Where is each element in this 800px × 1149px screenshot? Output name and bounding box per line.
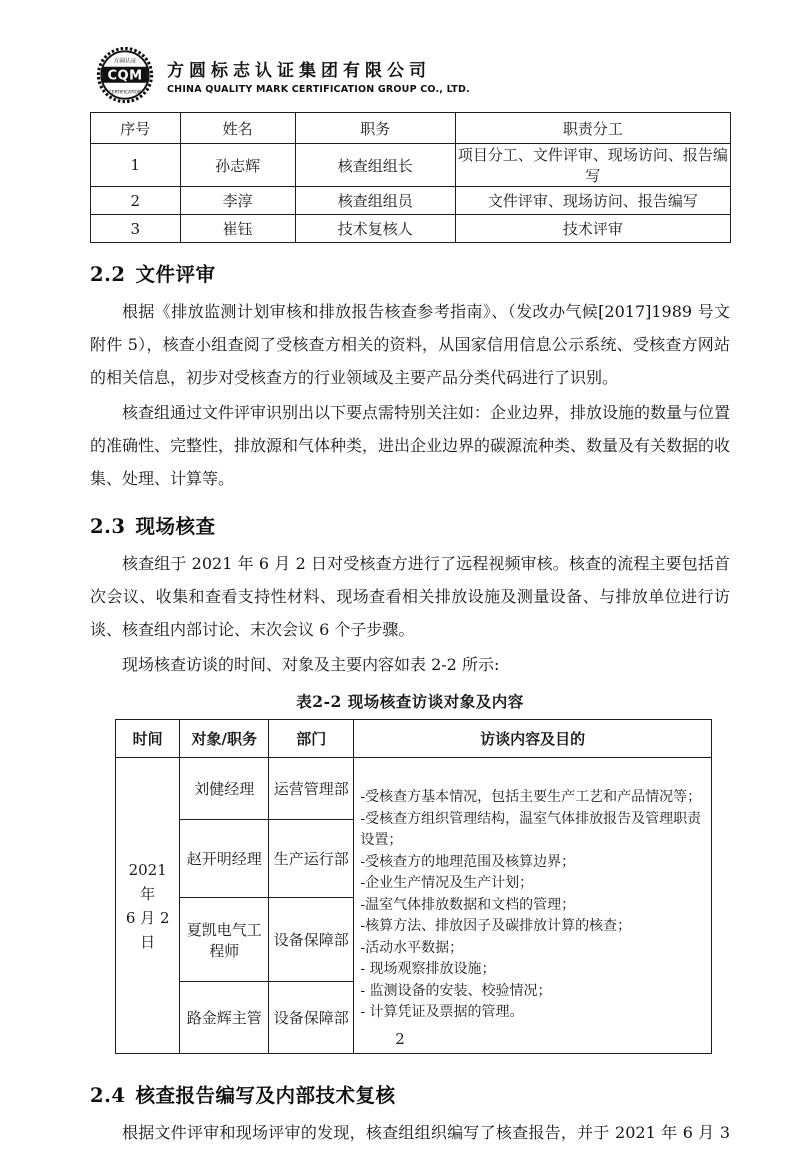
team-col-seq: 序号 — [91, 113, 181, 144]
section-number: 2.2 — [90, 263, 126, 286]
paragraph: 根据文件评审和现场评审的发现，核查组组织编写了核查报告，并于 2021 年 6 月 3 — [122, 1123, 730, 1142]
team-cell-seq: 2 — [91, 187, 181, 215]
interview-time-line2: 6 月 2 日 — [125, 908, 170, 951]
paragraph: 核查组于 2021 年 6 月 2 日对受核查方进行了远程视频审核。核查的流程主要包括首次会议、收集和查看支持性材料、现场查看相关排放设施及测量设备、与排放单位进行访谈、核查组内部讨论、末次会议 6 个子步骤。 — [90, 554, 730, 639]
section-title: 文件评审 — [135, 263, 216, 286]
section-heading-2-3 — [90, 511, 730, 539]
interview-table — [115, 719, 712, 1054]
paragraph: 核查组通过文件评审识别出以下要点需特别关注如：企业边界，排放设施的数量与位置的准确性、完整性，排放源和气体种类，进出企业边界的碳源流种类、数量及有关数据的收集、处理、计算等。 — [90, 403, 731, 488]
interview-content-line: -企业生产情况及生产计划； — [360, 875, 534, 892]
interview-time-cell — [116, 758, 180, 1054]
team-table-row — [91, 215, 731, 243]
page-number: 2 — [395, 1030, 405, 1048]
team-cell-duty: 项目分工、文件评审、现场访问、报告编写 — [455, 144, 730, 187]
interview-person: 刘健经理 — [180, 758, 269, 820]
interview-content-cell — [354, 758, 712, 1054]
interview-content-line: - 计算凭证及票据的管理。 — [360, 1004, 524, 1021]
interview-person: 夏凯电气工程师 — [180, 898, 269, 982]
interview-content-line: -温室气体排放数据和文档的管理； — [360, 896, 576, 913]
team-col-duty: 职责分工 — [455, 113, 730, 144]
team-cell-role: 技术复核人 — [295, 215, 455, 243]
team-cell-role: 核查组组长 — [295, 144, 455, 187]
table-2-2-caption: 表2-2 现场核查访谈对象及内容 — [296, 692, 524, 711]
section-number: 2.3 — [90, 515, 126, 538]
section-heading-2-4 — [90, 1080, 730, 1108]
team-cell-name: 崔钰 — [180, 215, 295, 243]
interview-col-person: 对象/职务 — [180, 720, 269, 758]
interview-content-line: -受核查方基本情况，包括主要生产工艺和产品情况等； — [360, 789, 702, 806]
team-table-row — [91, 187, 731, 215]
interview-time-line1: 2021 年 — [128, 860, 167, 903]
team-cell-name: 李淳 — [180, 187, 295, 215]
team-cell-seq: 1 — [91, 144, 181, 187]
logo-text: CQM — [107, 68, 143, 84]
team-table-row — [91, 144, 731, 187]
interview-person: 赵开明经理 — [180, 820, 269, 898]
team-cell-role: 核查组组员 — [295, 187, 455, 215]
interview-dept: 生产运行部 — [269, 820, 354, 898]
section-title: 现场核查 — [135, 515, 216, 538]
section-number: 2.4 — [90, 1084, 126, 1107]
company-name-en: CHINA QUALITY MARK CERTIFICATION GROUP CO., LTD. — [167, 83, 470, 95]
interview-col-dept: 部门 — [269, 720, 354, 758]
team-cell-seq: 3 — [91, 215, 181, 243]
interview-col-time: 时间 — [116, 720, 180, 758]
interview-content-line: -核算方法、排放因子及碳排放计算的核查； — [360, 918, 632, 935]
interview-content-line: - 监测设备的安装、校验情况； — [360, 982, 552, 999]
interview-person: 路金辉主管 — [180, 982, 269, 1054]
interview-dept: 设备保障部 — [269, 898, 354, 982]
interview-content-line: -受核查方的地理范围及核算边界； — [360, 853, 576, 870]
team-col-name: 姓名 — [180, 113, 295, 144]
team-col-role: 职务 — [295, 113, 455, 144]
interview-content-line: -活动水平数据； — [360, 939, 464, 956]
company-name-cn: 方圆标志认证集团有限公司 — [167, 60, 431, 81]
interview-table-header-row — [116, 720, 712, 758]
company-header — [96, 44, 730, 106]
interview-col-content: 访谈内容及目的 — [354, 720, 712, 758]
team-table-header-row — [91, 113, 731, 144]
interview-content-line: - 现场观察排放设施； — [360, 961, 496, 978]
section-title: 核查报告编写及内部技术复核 — [135, 1084, 396, 1107]
cqm-logo-icon — [96, 46, 154, 104]
team-cell-duty: 技术评审 — [455, 215, 730, 243]
team-cell-name: 孙志辉 — [180, 144, 295, 187]
interview-row — [116, 758, 712, 820]
paragraph: 现场核查访谈的时间、对象及主要内容如表 2-2 所示: — [122, 655, 500, 674]
interview-dept: 运营管理部 — [269, 758, 354, 820]
paragraph: 根据《排放监测计划审核和排放报告核查参考指南》、（发改办气候[2017]1989 号文附件 5），核查小组查阅了受核查方相关的资料，从国家信用信息公示系统、受核查方网站的相关信息，初步对受核查方的行业领域及主要产品分类代码进行了识别。 — [90, 302, 730, 387]
team-cell-duty: 文件评审、现场访问、报告编写 — [455, 187, 730, 215]
interview-content-line: -受核查方组织管理结构，温室气体排放报告及管理职责设置； — [360, 810, 702, 849]
svg-text:CERTIFICATION: CERTIFICATION — [108, 90, 142, 96]
svg-text:方圆认证: 方圆认证 — [113, 58, 137, 65]
section-heading-2-2 — [90, 259, 730, 287]
verification-team-table — [90, 112, 731, 243]
interview-dept: 设备保障部 — [269, 982, 354, 1054]
